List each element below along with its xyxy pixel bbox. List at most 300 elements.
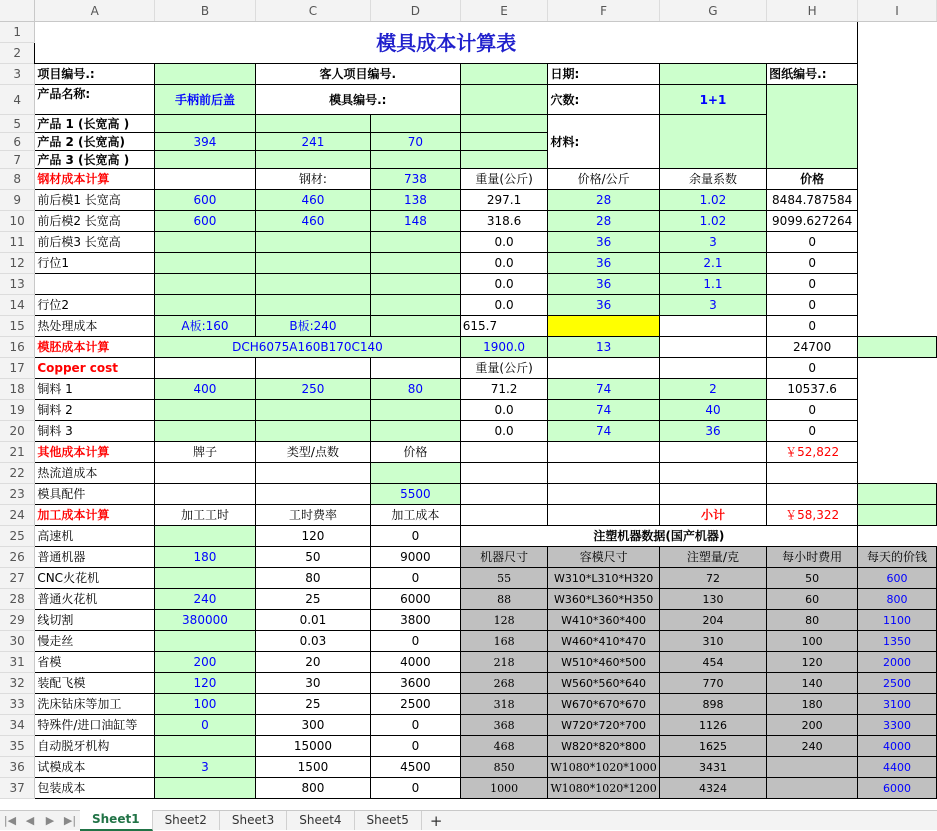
machine-shot[interactable]: 4324 [659, 778, 766, 799]
copper-price[interactable]: 0 [767, 421, 858, 442]
row-header[interactable]: 33 [0, 694, 35, 715]
steel-length[interactable]: 600 [155, 190, 256, 211]
cell[interactable] [659, 316, 766, 337]
row-header[interactable]: 7 [0, 151, 35, 169]
process-hours[interactable] [155, 631, 256, 652]
machine-hourly[interactable]: 60 [767, 589, 858, 610]
process-cost[interactable]: 0 [371, 778, 461, 799]
cell[interactable] [460, 151, 548, 169]
machine-daily[interactable]: 1100 [858, 610, 937, 631]
process-rate[interactable]: 0.01 [255, 610, 370, 631]
daily-header[interactable]: 每天的价钱 [858, 547, 937, 568]
column-header-c[interactable]: C [255, 0, 370, 22]
row-header[interactable]: 16 [0, 337, 35, 358]
row-header[interactable]: 37 [0, 778, 35, 799]
processing-section-label[interactable]: 加工成本计算 [35, 505, 155, 526]
row-header[interactable]: 19 [0, 400, 35, 421]
column-header-f[interactable]: F [548, 0, 659, 22]
row-header[interactable]: 23 [0, 484, 35, 505]
machine-shot[interactable]: 3431 [659, 757, 766, 778]
cell[interactable] [858, 232, 937, 253]
process-rate[interactable]: 15000 [255, 736, 370, 757]
product1-w[interactable] [255, 115, 370, 133]
cell[interactable] [659, 463, 766, 484]
machine-size[interactable]: 318 [460, 694, 548, 715]
prev-sheet-button[interactable]: ◀ [25, 814, 35, 827]
other-section-label[interactable]: 其他成本计算 [35, 442, 155, 463]
process-cost[interactable]: 4000 [371, 652, 461, 673]
add-sheet-button[interactable]: + [429, 811, 443, 830]
cell[interactable] [371, 358, 461, 379]
copper-row-label[interactable]: 铜料 2 [35, 400, 155, 421]
first-sheet-button[interactable]: |◀ [3, 814, 17, 827]
product2-h[interactable]: 70 [371, 133, 461, 151]
cell[interactable] [155, 484, 256, 505]
process-label[interactable]: 试模成本 [35, 757, 155, 778]
drawing-no-label[interactable]: 图纸编号.: [767, 64, 858, 85]
mold-no-label[interactable]: 模具编号.: [255, 85, 460, 115]
row-header[interactable]: 8 [0, 169, 35, 190]
machine-size[interactable]: 468 [460, 736, 548, 757]
cell[interactable] [460, 484, 548, 505]
cell[interactable] [548, 358, 659, 379]
row-header[interactable]: 3 [0, 64, 35, 85]
steel-width[interactable] [255, 232, 370, 253]
steel-price[interactable]: 0 [767, 274, 858, 295]
machine-size-header[interactable]: 机器尺寸 [460, 547, 548, 568]
machine-hourly[interactable]: 200 [767, 715, 858, 736]
machine-size[interactable]: 88 [460, 589, 548, 610]
product3-l[interactable] [155, 151, 256, 169]
product3-label[interactable]: 产品 3 (长宽高 ) [35, 151, 155, 169]
process-label[interactable]: 线切割 [35, 610, 155, 631]
machine-size[interactable]: 268 [460, 673, 548, 694]
steel-weight[interactable]: 0.0 [460, 253, 548, 274]
product1-h[interactable] [371, 115, 461, 133]
machine-daily[interactable]: 800 [858, 589, 937, 610]
parts-label[interactable]: 模具配件 [35, 484, 155, 505]
process-hours[interactable] [155, 568, 256, 589]
cell[interactable] [858, 190, 937, 211]
row-header[interactable]: 24 [0, 505, 35, 526]
copper-row-label[interactable]: 铜料 3 [35, 421, 155, 442]
process-rate[interactable]: 25 [255, 694, 370, 715]
machine-mold-size[interactable]: W410*360*400 [548, 610, 659, 631]
cell[interactable] [548, 463, 659, 484]
cell[interactable] [858, 526, 937, 547]
cell[interactable] [858, 169, 937, 190]
machine-hourly[interactable]: 120 [767, 652, 858, 673]
row-header[interactable]: 14 [0, 295, 35, 316]
copper-length[interactable] [155, 421, 256, 442]
process-cost[interactable]: 0 [371, 526, 461, 547]
process-hours[interactable]: 120 [155, 673, 256, 694]
copper-factor[interactable]: 40 [659, 400, 766, 421]
steel-unit-price[interactable]: 36 [548, 253, 659, 274]
process-hours[interactable]: 180 [155, 547, 256, 568]
client-project-value[interactable] [460, 64, 548, 85]
steel-height[interactable]: 148 [371, 211, 461, 232]
steel-value[interactable]: 738 [371, 169, 461, 190]
cell[interactable] [858, 295, 937, 316]
base-section-label[interactable]: 模胚成本计算 [35, 337, 155, 358]
cost-header[interactable]: 加工成本 [371, 505, 461, 526]
hot-runner-brand[interactable] [155, 463, 256, 484]
copper-weight[interactable]: 71.2 [460, 379, 548, 400]
machine-shot[interactable]: 1625 [659, 736, 766, 757]
base-price[interactable]: 24700 [767, 337, 858, 358]
product3-h[interactable] [371, 151, 461, 169]
row-header[interactable]: 32 [0, 673, 35, 694]
process-hours[interactable]: 200 [155, 652, 256, 673]
steel-unit-price[interactable]: 36 [548, 274, 659, 295]
tab-sheet1[interactable]: Sheet1 [80, 810, 153, 831]
steel-weight[interactable]: 0.0 [460, 274, 548, 295]
machine-shot[interactable]: 898 [659, 694, 766, 715]
machine-shot[interactable]: 204 [659, 610, 766, 631]
row-header[interactable]: 9 [0, 190, 35, 211]
base-qty[interactable]: 13 [548, 337, 659, 358]
product3-w[interactable] [255, 151, 370, 169]
copper-width[interactable] [255, 421, 370, 442]
process-hours[interactable]: 380000 [155, 610, 256, 631]
mold-no-value[interactable] [460, 85, 548, 115]
heat-b-plate[interactable]: B板:240 [255, 316, 370, 337]
machine-mold-size[interactable]: W360*L360*H350 [548, 589, 659, 610]
tab-sheet4[interactable]: Sheet4 [287, 811, 354, 830]
row-header[interactable]: 13 [0, 274, 35, 295]
steel-row-label[interactable] [35, 274, 155, 295]
steel-section-label[interactable]: 钢材成本计算 [35, 169, 155, 190]
cell[interactable] [858, 274, 937, 295]
steel-price[interactable]: 8484.787584 [767, 190, 858, 211]
steel-unit-price[interactable]: 36 [548, 295, 659, 316]
cell[interactable] [858, 151, 937, 169]
process-label[interactable]: 高速机 [35, 526, 155, 547]
row-header[interactable]: 4 [0, 85, 35, 115]
copper-height[interactable]: 80 [371, 379, 461, 400]
machine-hourly[interactable] [767, 757, 858, 778]
product-name-label[interactable]: 产品名称: [35, 85, 155, 115]
column-header-h[interactable]: H [767, 0, 858, 22]
steel-height[interactable] [371, 232, 461, 253]
heat-a-plate[interactable]: A板:160 [155, 316, 256, 337]
weight-header[interactable]: 重量(公斤) [460, 169, 548, 190]
copper-weight[interactable]: 0.0 [460, 421, 548, 442]
process-hours[interactable]: 3 [155, 757, 256, 778]
machine-daily[interactable]: 600 [858, 568, 937, 589]
parts-price[interactable]: 5500 [371, 484, 461, 505]
heat-label[interactable]: 热处理成本 [35, 316, 155, 337]
row-header[interactable]: 10 [0, 211, 35, 232]
cell[interactable] [858, 43, 937, 64]
shot-header[interactable]: 注塑量/克 [659, 547, 766, 568]
steel-factor[interactable]: 3 [659, 232, 766, 253]
cell[interactable] [155, 169, 256, 190]
tab-sheet5[interactable]: Sheet5 [355, 811, 422, 830]
steel-height[interactable] [371, 274, 461, 295]
machine-hourly[interactable]: 180 [767, 694, 858, 715]
machine-hourly[interactable]: 80 [767, 610, 858, 631]
cell[interactable] [858, 463, 937, 484]
cell[interactable] [255, 484, 370, 505]
process-label[interactable]: 洗床钻床等加工 [35, 694, 155, 715]
process-cost[interactable]: 6000 [371, 589, 461, 610]
row-header[interactable]: 18 [0, 379, 35, 400]
process-rate[interactable]: 50 [255, 547, 370, 568]
process-rate[interactable]: 20 [255, 652, 370, 673]
machine-shot[interactable]: 770 [659, 673, 766, 694]
process-rate[interactable]: 800 [255, 778, 370, 799]
cell[interactable] [659, 337, 766, 358]
process-label[interactable]: 自动脱牙机构 [35, 736, 155, 757]
process-label[interactable]: 省模 [35, 652, 155, 673]
machine-mold-size[interactable]: W560*560*640 [548, 673, 659, 694]
copper-factor[interactable]: 36 [659, 421, 766, 442]
steel-height[interactable] [371, 295, 461, 316]
steel-width[interactable]: 460 [255, 211, 370, 232]
last-sheet-button[interactable]: ▶| [63, 814, 77, 827]
row-header[interactable]: 27 [0, 568, 35, 589]
steel-weight[interactable]: 297.1 [460, 190, 548, 211]
machines-title[interactable]: 注塑机器数据(国产机器) [460, 526, 857, 547]
machine-daily[interactable]: 4400 [858, 757, 937, 778]
machine-hourly[interactable]: 100 [767, 631, 858, 652]
steel-factor[interactable]: 3 [659, 295, 766, 316]
machine-daily[interactable]: 3300 [858, 715, 937, 736]
process-cost[interactable]: 2500 [371, 694, 461, 715]
process-label[interactable]: 普通机器 [35, 547, 155, 568]
steel-price[interactable]: 0 [767, 295, 858, 316]
machine-daily[interactable]: 3100 [858, 694, 937, 715]
process-cost[interactable]: 9000 [371, 547, 461, 568]
steel-unit-price[interactable]: 36 [548, 232, 659, 253]
margin-header[interactable]: 余量系数 [659, 169, 766, 190]
row-header[interactable]: 28 [0, 589, 35, 610]
process-cost[interactable]: 0 [371, 736, 461, 757]
row-header[interactable]: 1 [0, 22, 35, 43]
row-header[interactable]: 30 [0, 631, 35, 652]
other-price-header[interactable]: 价格 [371, 442, 461, 463]
machine-shot[interactable]: 1126 [659, 715, 766, 736]
steel-unit-price[interactable]: 28 [548, 211, 659, 232]
machine-daily[interactable]: 1350 [858, 631, 937, 652]
steel-factor[interactable]: 1.1 [659, 274, 766, 295]
machine-size[interactable]: 55 [460, 568, 548, 589]
cell[interactable] [858, 358, 937, 379]
steel-factor[interactable]: 2.1 [659, 253, 766, 274]
cell[interactable] [548, 484, 659, 505]
process-hours[interactable]: 0 [155, 715, 256, 736]
cell[interactable] [858, 484, 937, 505]
row-header[interactable]: 31 [0, 652, 35, 673]
process-label[interactable]: CNC火花机 [35, 568, 155, 589]
process-cost[interactable]: 0 [371, 715, 461, 736]
machine-hourly[interactable]: 240 [767, 736, 858, 757]
steel-row-label[interactable]: 前后模2 长宽高 [35, 211, 155, 232]
machine-shot[interactable]: 72 [659, 568, 766, 589]
copper-unit-price[interactable]: 74 [548, 379, 659, 400]
cell[interactable] [460, 442, 548, 463]
cell[interactable] [858, 505, 937, 526]
machine-size[interactable]: 168 [460, 631, 548, 652]
process-hours[interactable]: 100 [155, 694, 256, 715]
process-rate[interactable]: 30 [255, 673, 370, 694]
cell[interactable] [858, 211, 937, 232]
next-sheet-button[interactable]: ▶ [45, 814, 55, 827]
machine-shot[interactable]: 310 [659, 631, 766, 652]
machine-mold-size[interactable]: W670*670*670 [548, 694, 659, 715]
copper-row-label[interactable]: 铜料 1 [35, 379, 155, 400]
cell[interactable] [858, 442, 937, 463]
row-header[interactable]: 15 [0, 316, 35, 337]
tab-sheet3[interactable]: Sheet3 [220, 811, 287, 830]
row-header[interactable]: 20 [0, 421, 35, 442]
row-header[interactable]: 2 [0, 43, 35, 64]
hours-header[interactable]: 加工工时 [155, 505, 256, 526]
product-name-value[interactable]: 手柄前后盖 [155, 85, 256, 115]
project-no-label[interactable]: 项目编号.: [35, 64, 155, 85]
machine-mold-size[interactable]: W1080*1020*1200 [548, 778, 659, 799]
subtotal-label[interactable]: 小计 [659, 505, 766, 526]
machine-shot[interactable]: 130 [659, 589, 766, 610]
cell[interactable] [659, 484, 766, 505]
client-project-label[interactable]: 客人项目编号. [255, 64, 460, 85]
cell[interactable] [858, 133, 937, 151]
cell[interactable] [858, 64, 937, 85]
copper-length[interactable]: 400 [155, 379, 256, 400]
cell[interactable] [858, 85, 937, 115]
process-rate[interactable]: 120 [255, 526, 370, 547]
row-header[interactable]: 36 [0, 757, 35, 778]
hourly-header[interactable]: 每小时费用 [767, 547, 858, 568]
copper-height[interactable] [371, 400, 461, 421]
machine-daily[interactable]: 6000 [858, 778, 937, 799]
cell[interactable] [858, 379, 937, 400]
date-label[interactable]: 日期: [548, 64, 659, 85]
sheet-title[interactable]: 模具成本计算表 [35, 22, 858, 64]
hot-runner-label[interactable]: 热流道成本 [35, 463, 155, 484]
steel-weight[interactable]: 0.0 [460, 295, 548, 316]
row-header[interactable]: 35 [0, 736, 35, 757]
machine-mold-size[interactable]: W510*460*500 [548, 652, 659, 673]
column-header-a[interactable]: A [35, 0, 155, 22]
steel-weight[interactable]: 318.6 [460, 211, 548, 232]
process-cost[interactable]: 3800 [371, 610, 461, 631]
machine-daily[interactable]: 4000 [858, 736, 937, 757]
cell[interactable] [460, 463, 548, 484]
subtotal-value[interactable]: ￥58,322 [767, 505, 858, 526]
other-total[interactable]: ￥52,822 [767, 442, 858, 463]
process-cost[interactable]: 3600 [371, 673, 461, 694]
cell[interactable] [659, 442, 766, 463]
cell[interactable] [460, 115, 548, 133]
heat-unit-price[interactable] [548, 316, 659, 337]
machine-size[interactable]: 368 [460, 715, 548, 736]
rate-header[interactable]: 工时费率 [255, 505, 370, 526]
cell[interactable] [858, 400, 937, 421]
row-header[interactable]: 17 [0, 358, 35, 379]
process-rate[interactable]: 0.03 [255, 631, 370, 652]
cell[interactable] [858, 421, 937, 442]
row-header[interactable]: 21 [0, 442, 35, 463]
product2-label[interactable]: 产品 2 (长宽高) [35, 133, 155, 151]
base-value[interactable]: 1900.0 [460, 337, 548, 358]
select-all-corner[interactable] [0, 0, 35, 22]
steel-width[interactable] [255, 253, 370, 274]
process-label[interactable]: 慢走丝 [35, 631, 155, 652]
steel-width[interactable] [255, 274, 370, 295]
price-header[interactable]: 价格 [767, 169, 858, 190]
copper-section-label[interactable]: Copper cost [35, 358, 155, 379]
steel-row-label[interactable]: 行位2 [35, 295, 155, 316]
process-hours[interactable] [155, 736, 256, 757]
row-header[interactable]: 6 [0, 133, 35, 151]
machine-mold-size[interactable]: W720*720*700 [548, 715, 659, 736]
product2-w[interactable]: 241 [255, 133, 370, 151]
steel-label[interactable]: 钢材: [255, 169, 370, 190]
cavity-value[interactable]: 1+1 [659, 85, 766, 115]
machine-hourly[interactable]: 50 [767, 568, 858, 589]
process-rate[interactable]: 300 [255, 715, 370, 736]
process-cost[interactable]: 4500 [371, 757, 461, 778]
copper-length[interactable] [155, 400, 256, 421]
cavity-label[interactable]: 穴数: [548, 85, 659, 115]
steel-height[interactable]: 138 [371, 190, 461, 211]
row-header[interactable]: 29 [0, 610, 35, 631]
cell[interactable] [767, 463, 858, 484]
cell[interactable] [858, 22, 937, 43]
process-hours[interactable] [155, 778, 256, 799]
steel-length[interactable]: 600 [155, 211, 256, 232]
machine-hourly[interactable] [767, 778, 858, 799]
copper-unit-price[interactable]: 74 [548, 421, 659, 442]
steel-row-label[interactable]: 行位1 [35, 253, 155, 274]
machine-mold-size[interactable]: W460*410*470 [548, 631, 659, 652]
process-rate[interactable]: 1500 [255, 757, 370, 778]
steel-factor[interactable]: 1.02 [659, 190, 766, 211]
process-label[interactable]: 包装成本 [35, 778, 155, 799]
row-header[interactable]: 34 [0, 715, 35, 736]
process-label[interactable]: 特殊件/进口油缸等 [35, 715, 155, 736]
drawing-no-value[interactable] [767, 85, 858, 169]
date-value[interactable] [659, 64, 766, 85]
machine-mold-size[interactable]: W820*820*800 [548, 736, 659, 757]
machine-size[interactable]: 1000 [460, 778, 548, 799]
brand-header[interactable]: 牌子 [155, 442, 256, 463]
cell[interactable] [858, 337, 937, 358]
process-rate[interactable]: 80 [255, 568, 370, 589]
process-hours[interactable] [155, 526, 256, 547]
process-cost[interactable]: 0 [371, 631, 461, 652]
machine-mold-size[interactable]: W310*L310*H320 [548, 568, 659, 589]
row-header[interactable]: 5 [0, 115, 35, 133]
project-no-value[interactable] [155, 64, 256, 85]
machine-size[interactable]: 218 [460, 652, 548, 673]
process-label[interactable]: 装配飞模 [35, 673, 155, 694]
process-cost[interactable]: 0 [371, 568, 461, 589]
machine-shot[interactable]: 454 [659, 652, 766, 673]
hot-runner-price[interactable] [371, 463, 461, 484]
machine-daily[interactable]: 2500 [858, 673, 937, 694]
cell[interactable] [548, 442, 659, 463]
copper-unit-price[interactable]: 74 [548, 400, 659, 421]
heat-price[interactable]: 0 [767, 316, 858, 337]
hot-runner-type[interactable] [255, 463, 370, 484]
cell[interactable] [858, 115, 937, 133]
machine-daily[interactable]: 2000 [858, 652, 937, 673]
row-header[interactable]: 12 [0, 253, 35, 274]
